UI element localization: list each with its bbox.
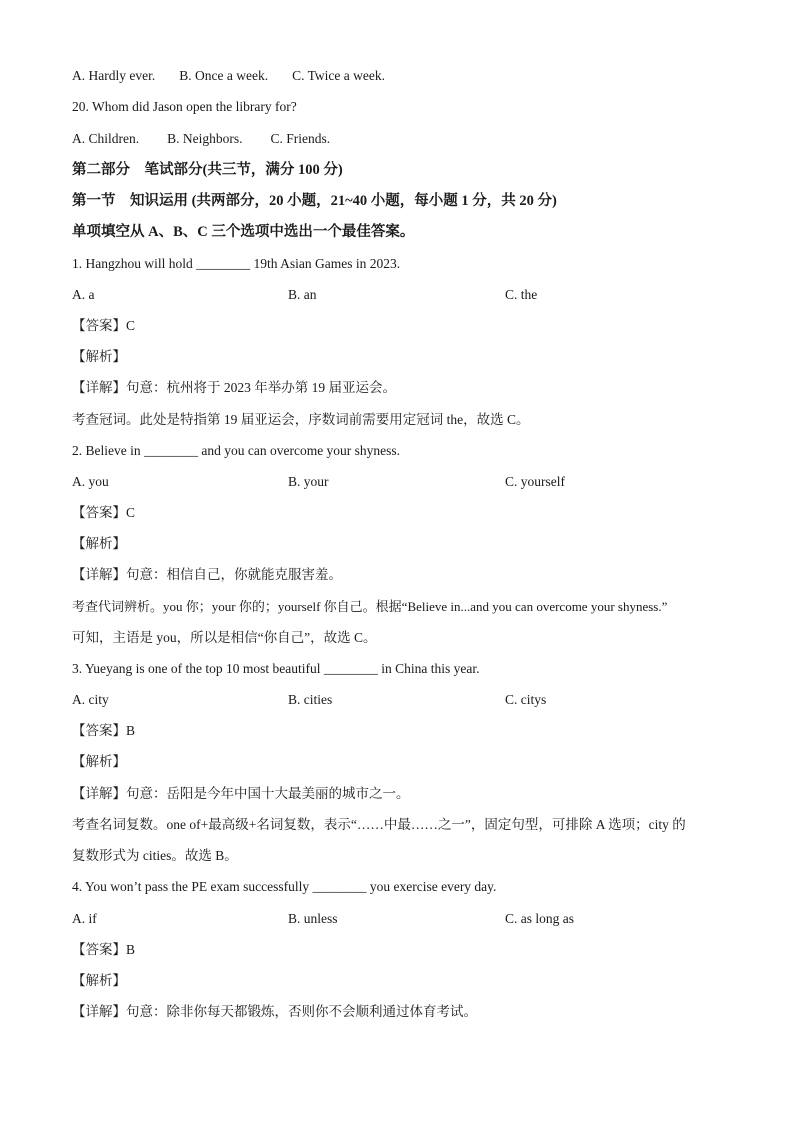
prev-question-options bbox=[72, 67, 385, 85]
question-1-detail bbox=[72, 379, 396, 397]
question-1-explain-line: 考查冠词。此处是特指第 19 届亚运会，序数词前需要用定冠词 the，故选 C。 bbox=[72, 412, 530, 427]
answer-value: C bbox=[126, 505, 136, 520]
question-2-options bbox=[72, 473, 722, 491]
question-4-stem: 4. You won’t pass the PE exam successfully ________ you exercise every day. bbox=[72, 879, 497, 894]
question-4-answer bbox=[72, 941, 135, 959]
detail-label: 【详解】 bbox=[72, 567, 126, 582]
question-2-analysis-label: 【解析】 bbox=[72, 536, 126, 551]
question-3-analysis-label: 【解析】 bbox=[72, 754, 126, 769]
question-3-answer bbox=[72, 722, 135, 740]
detail-text: 句意：杭州将于 2023 年举办第 19 届亚运会。 bbox=[126, 380, 396, 395]
answer-value: B bbox=[126, 942, 136, 957]
option-c: C. yourself bbox=[505, 474, 565, 489]
option-c: C. citys bbox=[505, 692, 547, 707]
detail-label: 【详解】 bbox=[72, 786, 126, 801]
option-b: B. an bbox=[288, 287, 317, 302]
detail-text: 句意：相信自己，你就能克服害羞。 bbox=[126, 567, 342, 582]
option-a: A. Hardly ever. bbox=[72, 68, 156, 83]
question-4-options bbox=[72, 910, 722, 928]
question-3-explain-line: 复数形式为 cities。故选 B。 bbox=[72, 848, 238, 863]
answer-label: 【答案】 bbox=[72, 505, 126, 520]
option-b: B. Once a week. bbox=[179, 68, 269, 83]
question-3-detail bbox=[72, 785, 410, 803]
option-b: B. cities bbox=[288, 692, 333, 707]
question-4-detail bbox=[72, 1003, 477, 1021]
option-b: B. Neighbors. bbox=[167, 131, 243, 146]
detail-label: 【详解】 bbox=[72, 380, 126, 395]
option-c: C. as long as bbox=[505, 911, 574, 926]
question-1-options bbox=[72, 286, 722, 304]
option-a: A. city bbox=[72, 692, 109, 707]
question-2-explain-line: 可知，主语是 you，所以是相信“你自己”，故选 C。 bbox=[72, 630, 377, 645]
question-1-answer bbox=[72, 317, 135, 335]
option-a: A. if bbox=[72, 911, 97, 926]
option-a: A. Children. bbox=[72, 131, 140, 146]
detail-label: 【详解】 bbox=[72, 1004, 126, 1019]
instruction: 单项填空从 A、B、C 三个选项中选出一个最佳答案。 bbox=[72, 224, 415, 240]
question-3-explain-line: 考查名词复数。one of+最高级+名词复数，表示“……中最……之一”，固定句型，可排除 A 选项；city 的 bbox=[72, 817, 686, 832]
detail-text: 句意：岳阳是今年中国十大最美丽的城市之一。 bbox=[126, 786, 410, 801]
option-c: C. Friends. bbox=[270, 131, 331, 146]
option-c: C. Twice a week. bbox=[292, 68, 385, 83]
option-a: A. a bbox=[72, 287, 95, 302]
detail-text: 句意：除非你每天都锻炼，否则你不会顺利通过体育考试。 bbox=[126, 1004, 477, 1019]
answer-label: 【答案】 bbox=[72, 318, 126, 333]
question-3-options bbox=[72, 691, 722, 709]
part2-heading: 第二部分 笔试部分(共三节，满分 100 分) bbox=[72, 162, 343, 178]
option-c: C. the bbox=[505, 287, 538, 302]
answer-value: C bbox=[126, 318, 136, 333]
question-3-stem: 3. Yueyang is one of the top 10 most beautiful ________ in China this year. bbox=[72, 661, 480, 676]
question-1-stem: 1. Hangzhou will hold ________ 19th Asian Games in 2023. bbox=[72, 256, 401, 271]
question-2-detail bbox=[72, 566, 342, 584]
section1-heading: 第一节 知识运用 (共两部分，20 小题，21~40 小题，每小题 1 分，共 20 分) bbox=[72, 193, 557, 209]
question-4-analysis-label: 【解析】 bbox=[72, 973, 126, 988]
question-1-analysis-label: 【解析】 bbox=[72, 349, 126, 364]
option-b: B. your bbox=[288, 474, 329, 489]
question-2-stem: 2. Believe in ________ and you can overcome your shyness. bbox=[72, 443, 401, 458]
question-2-explain-line: 考查代词辨析。you 你；your 你的；yourself 你自己。根据“Believe in...and you can overcome your shyness.” bbox=[72, 599, 668, 614]
question-20-stem: 20. Whom did Jason open the library for? bbox=[72, 99, 297, 114]
answer-value: B bbox=[126, 723, 136, 738]
option-b: B. unless bbox=[288, 911, 338, 926]
answer-label: 【答案】 bbox=[72, 942, 126, 957]
question-2-answer bbox=[72, 504, 135, 522]
question-20-options bbox=[72, 130, 330, 148]
answer-label: 【答案】 bbox=[72, 723, 126, 738]
option-a: A. you bbox=[72, 474, 109, 489]
